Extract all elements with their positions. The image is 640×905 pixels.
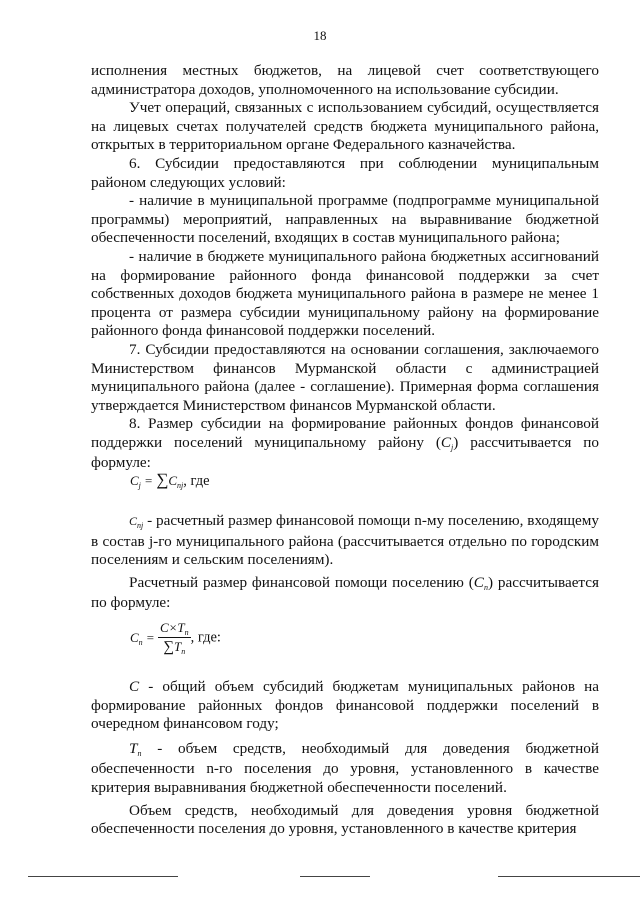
formula-2 (130, 620, 221, 656)
paragraph-7-text-a: 8. Размер субсидии на формирование районных фондов финансовой поддержки поселений муниципальному району ( (91, 415, 599, 451)
page-number: 18 (313, 28, 327, 43)
paragraph-9 (91, 574, 599, 613)
footer-rule-middle (300, 876, 370, 877)
paragraph-8-text: - расчетный размер финансовой помощи n-му поселению, входящему в состав j-го муниципального района (рассчитывается отдельно по городским поселениям и сельским поселениям). (91, 512, 599, 569)
definitions-block-2 (91, 678, 599, 839)
paragraph-10 (91, 678, 599, 734)
definitions-block-1 (91, 512, 599, 613)
symbol-cj: Cj (440, 433, 454, 452)
paragraph-1: исполнения местных бюджетов, на лицевой счет соответствующего администратора доходов, уполномоченного на использование субсидии. (91, 62, 599, 98)
paragraph-2: Учет операций, связанных с использованием субсидий, осуществляется на лицевых счетах получателей средств бюджета муниципального района, открытых в территориальном органе Федерального казначейства. (91, 99, 599, 154)
paragraph-8 (91, 512, 599, 570)
paragraph-9-text-b: ) рассчитывается по формуле: (91, 573, 599, 612)
paragraph-5: - наличие в бюджете муниципального района бюджетных ассигнований на формирование районного фонда финансовой поддержки за счет собственных доходов бюджета муниципального района в размере не менее 1 процента от размера субсидии муниципальному району на формирование районного фонда финансовой поддержки поселений. (91, 247, 599, 340)
paragraph-12: Объем средств, необходимый для доведения уровня бюджетной обеспеченности поселения до уровня, установленного в качестве критерия (91, 801, 599, 838)
footer-rule-right (498, 876, 640, 877)
paragraph-4: - наличие в муниципальной программе (подпрограмме муниципальной программы) мероприятий, направленных на выравнивание бюджетной обеспеченности поселений, входящих в состав муниципального района; (91, 192, 599, 247)
paragraph-11-text: - объем средств, необходимый для доведения бюджетной обеспеченности n-го поселения до уровня, установленного в качестве критерия выравнивания бюджетной обеспеченности поселений. (91, 739, 599, 796)
formula-1 (130, 470, 210, 490)
formula-2-lhs: $C_n$ = (130, 630, 158, 647)
document-body (91, 62, 599, 473)
symbol-tn: Tn (129, 739, 142, 758)
formula-2-tail: , где: (190, 629, 221, 646)
formula-1-expression: $C_j = \sum C_{nj}$ (130, 470, 184, 490)
footer-rule-left (28, 876, 178, 877)
symbol-c: C (129, 678, 140, 695)
symbol-cnj: $C_{nj}$ (129, 514, 144, 530)
formula-1-tail: , где (183, 473, 210, 489)
paragraph-7-text-b: ) рассчитывается по формуле: (91, 433, 599, 472)
formula-2-fraction: $\frac{C\times T_n}{\sum T_n}$ (159, 620, 189, 656)
paragraph-3: 6. Субсидии предоставляются при соблюдении муниципальным районом следующих условий: (91, 154, 599, 191)
symbol-cn: Cn (473, 573, 488, 592)
paragraph-10-text: - общий объем субсидий бюджетам муниципальных районов на формирование районных фондов финансовой поддержки поселений в очередном финансовом году; (91, 678, 599, 733)
paragraph-11 (91, 740, 599, 798)
paragraph-6: 7. Субсидии предоставляются на основании соглашения, заключаемого Министерством финансов Мурманской области с администрацией муниципального района (далее - соглашение). Примерная форма соглашения утверждается Министерством финансов Мурманской области. (91, 340, 599, 414)
paragraph-7 (91, 415, 599, 473)
paragraph-9-text-a: Расчетный размер финансовой помощи поселению ( (129, 573, 474, 591)
